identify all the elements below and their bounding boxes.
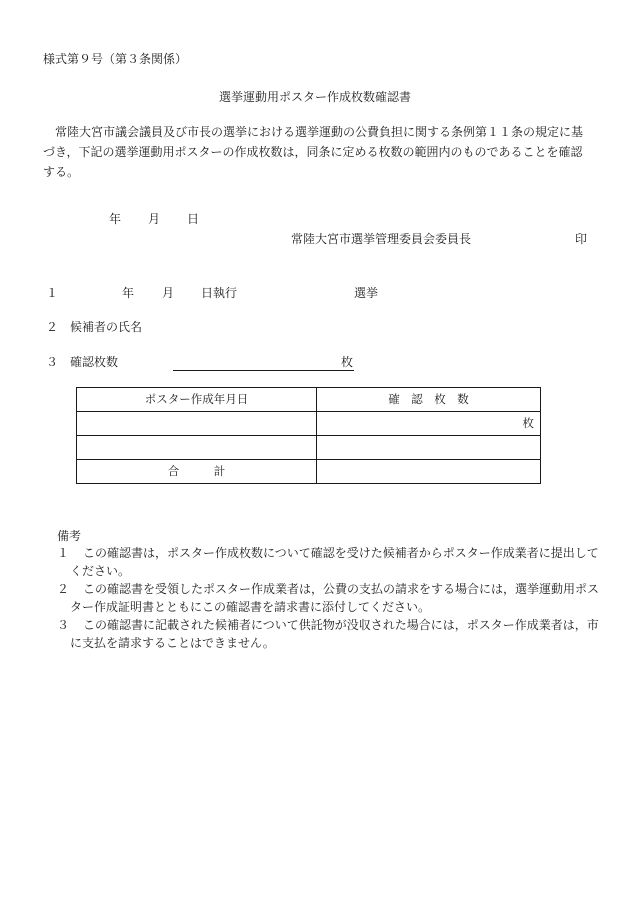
poster-table: [76, 387, 541, 484]
item2-number: ２: [46, 320, 59, 334]
item1-number: １: [46, 286, 59, 300]
note-text: この確認書に記載された候補者について供託物が没収された場合には，ポスター作成業者は，市に支払を請求することはできません。: [70, 618, 599, 650]
date-year-label: 年: [109, 212, 122, 226]
table-cell-date: [77, 436, 317, 460]
note-number: ３: [57, 618, 70, 632]
note-text: この確認書は，ポスター作成枚数について確認を受けた候補者からポスター作成業者に提出してください。: [70, 546, 599, 578]
table-row: [77, 436, 541, 460]
table-total-label: 合 計: [77, 460, 317, 484]
note-number: １: [57, 546, 70, 560]
table-cell-date: [77, 412, 317, 436]
table-total-row: [77, 460, 541, 484]
item1-month-label: 月: [162, 286, 175, 300]
seal-mark: 印: [575, 232, 588, 246]
note-text: この確認書を受領したポスター作成業者は，公費の支払の請求をする場合には，選挙運動用ポスター作成証明書とともにこの確認書を請求書に添付してください。: [70, 582, 600, 614]
item1-election-label: 選挙: [354, 286, 379, 300]
note-number: ２: [57, 582, 70, 596]
document-title: 選挙運動用ポスター作成枚数確認書: [218, 90, 411, 104]
table-cell-count: [317, 436, 541, 460]
count-underline: [173, 370, 354, 371]
date-month-label: 月: [148, 212, 161, 226]
item3-unit: 枚: [341, 355, 354, 369]
note-item: [57, 544, 604, 580]
item3-label: 確認枚数: [70, 355, 119, 369]
item1-day-exec-label: 日執行: [201, 286, 238, 300]
issuer-title: 常陸大宮市選挙管理委員会委員長: [291, 232, 472, 246]
item2-label: 候補者の氏名: [70, 320, 143, 334]
table-row: [77, 412, 541, 436]
form-number: 様式第９号（第３条関係）: [43, 52, 188, 66]
item1-year-label: 年: [122, 286, 135, 300]
table-total-value: [317, 460, 541, 484]
note-item: [57, 616, 604, 652]
item3-number: ３: [46, 355, 59, 369]
table-cell-count: 枚: [317, 412, 541, 436]
body-paragraph: 常陸大宮市議会議員及び市長の選挙における選挙運動の公費負担に関する条例第１１条の規定に基づき，下記の選挙運動用ポスターの作成枚数は，同条に定める枚数の範囲内のものであることを確認する。: [43, 125, 584, 179]
date-day-label: 日: [187, 212, 200, 226]
note-item: [57, 580, 604, 616]
table-header-count: 確 認 枚 数: [317, 388, 541, 412]
notes-heading: 備考: [57, 529, 82, 543]
table-header-date: ポスター作成年月日: [77, 388, 317, 412]
table-header-row: [77, 388, 541, 412]
